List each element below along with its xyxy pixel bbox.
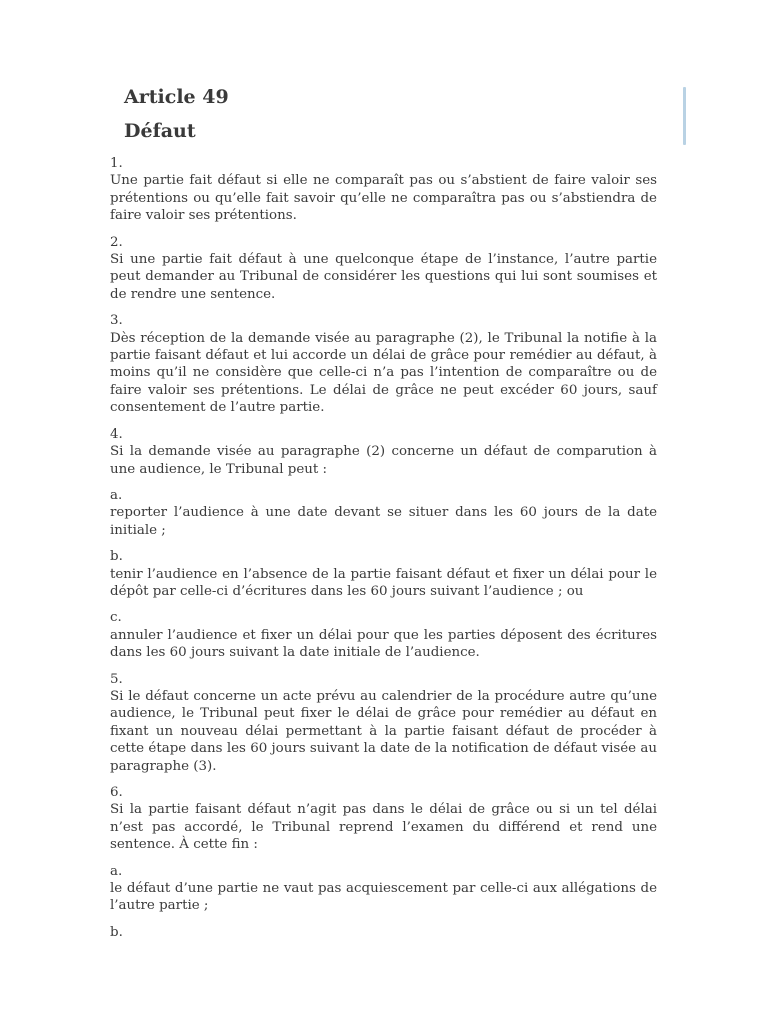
paragraph-5	[110, 671, 657, 775]
paragraph-text: Une partie fait défaut si elle ne comparaît pas ou s’abstient de faire valoir ses prétentions ou qu’elle fait savoir qu’elle ne comparaîtra pas ou s’abstiendra de faire valoir ses prétentions.	[110, 173, 657, 224]
paragraph-6b	[110, 924, 657, 941]
paragraph-number: 2.	[110, 234, 123, 250]
scrollbar-thumb[interactable]	[683, 87, 686, 145]
paragraph-2	[110, 234, 657, 304]
paragraph-number: 4.	[110, 426, 123, 442]
paragraph-number: 5.	[110, 671, 123, 687]
paragraph-text: Si la demande visée au paragraphe (2) concerne un défaut de comparution à une audience, le Tribunal peut :	[110, 444, 657, 477]
paragraph-4a	[110, 487, 657, 539]
paragraph-text: reporter l’audience à une date devant se situer dans les 60 jours de la date initiale ;	[110, 505, 657, 538]
paragraph-4	[110, 426, 657, 478]
paragraph-4b	[110, 548, 657, 600]
paragraph-text: Si le défaut concerne un acte prévu au calendrier de la procédure autre qu’une audience, le Tribunal peut fixer le délai de grâce pour remédier au défaut en fixant un nouveau délai permettant à la partie faisant défaut de procéder à cette étape dans les 60 jours suivant la date de la notification de défaut visée au paragraphe (3).	[110, 688, 657, 774]
paragraph-text: Si une partie fait défaut à une quelconque étape de l’instance, l’autre partie peut demander au Tribunal de considérer les questions qui lui sont soumises et de rendre une sentence.	[110, 252, 657, 302]
paragraph-text: le défaut d’une partie ne vaut pas acquiescement par celle-ci aux allégations de l’autre partie ;	[110, 881, 657, 914]
paragraph-number: a.	[110, 487, 123, 503]
paragraph-number: 1.	[110, 156, 123, 171]
paragraph-number: 3.	[110, 313, 123, 329]
paragraph-text: Dès réception de la demande visée au paragraphe (2), le Tribunal la notifie à la partie faisant défaut et lui accorde un délai de grâce pour remédier au défaut, à moins qu’il ne considère que celle-ci n’a pas l’intention de comparaître ou de faire valoir ses prétentions. Le délai de grâce ne peut excéder 60 jours, sauf consentement de l’autre partie.	[110, 330, 657, 416]
paragraph-4c	[110, 609, 657, 661]
paragraph-number: 6.	[110, 785, 123, 800]
section-title: Défaut	[124, 120, 196, 142]
article-title: Article 49	[124, 86, 229, 108]
paragraph-3	[110, 312, 657, 416]
paragraph-6a	[110, 863, 657, 915]
document-header	[124, 84, 229, 144]
paragraph-number: a.	[110, 863, 123, 879]
paragraph-text: annuler l’audience et fixer un délai pour que les parties déposent des écritures dans les 60 jours suivant la date initiale de l’audience.	[110, 627, 657, 661]
paragraph-number: b.	[110, 924, 123, 940]
paragraph-text: Si la partie faisant défaut n’agit pas dans le délai de grâce ou si un tel délai n’est pas accordé, le Tribunal reprend l’examen du différend et rend une sentence. À cette fin :	[110, 802, 657, 853]
paragraph-1	[110, 155, 657, 225]
paragraph-6	[110, 784, 657, 854]
paragraph-number: c.	[110, 610, 122, 626]
document-body	[110, 155, 657, 950]
paragraph-number: b.	[110, 549, 123, 565]
paragraph-text: tenir l’audience en l’absence de la partie faisant défaut et fixer un délai pour le dépôt par celle-ci d’écritures dans les 60 jours suivant l’audience ; ou	[110, 566, 657, 599]
